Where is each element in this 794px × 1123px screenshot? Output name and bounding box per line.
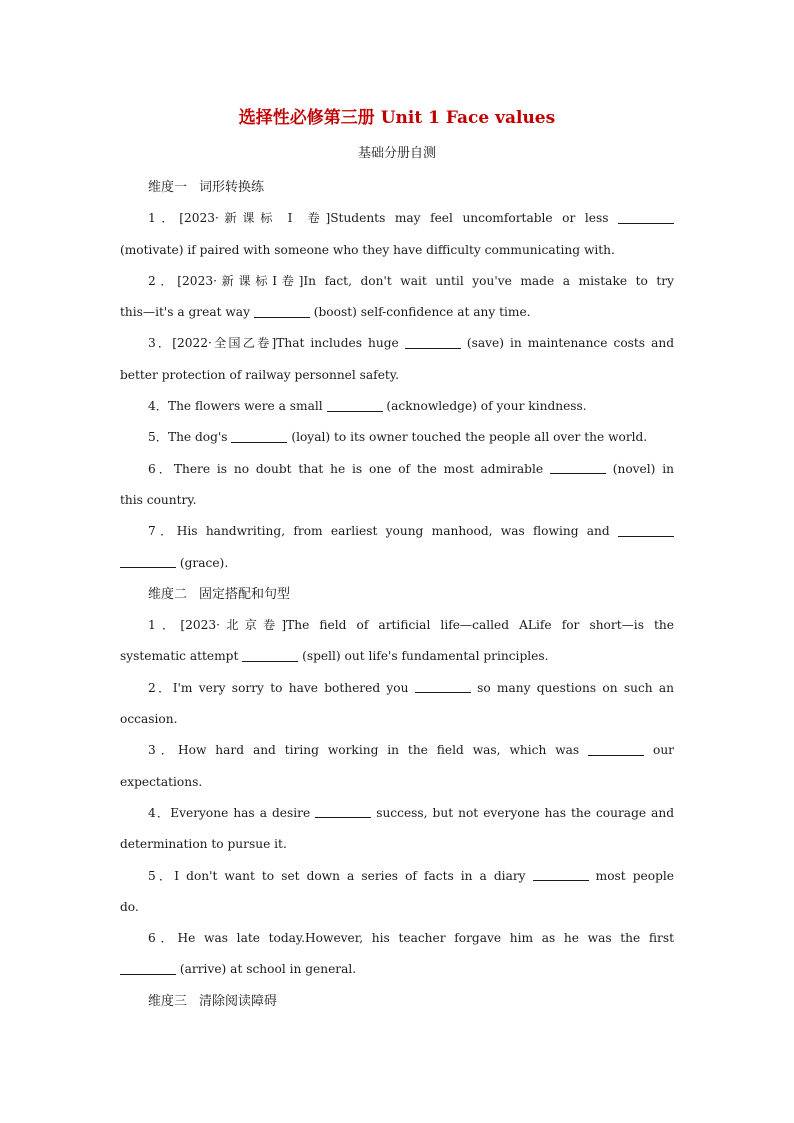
exercise-text: 5．The dog's [148,430,228,445]
exercise-line [120,548,674,579]
exercise-line [120,861,674,892]
answer-blank[interactable] [315,816,371,818]
answer-blank[interactable] [618,222,674,224]
exercise-text: success, but not everyone has the courage and [376,805,674,820]
answer-blank[interactable] [327,410,383,412]
answer-blank[interactable] [120,973,176,975]
exercise-text: 3．[2022·全国乙卷]That includes huge [148,336,399,351]
section-heading-text: 词形转换练 [199,180,265,195]
exercise-line [120,235,674,266]
exercise-text: 6．He was late today.However, his teacher forgave him as he was the first [148,931,674,946]
exercise-text: (acknowledge) of your kindness. [386,399,587,414]
exercise-text: 3．How hard and tiring working in the field was, which was [148,743,580,758]
exercise-text: 4．Everyone has a desire [148,805,311,820]
exercise-text: this—it's a great way [120,305,250,320]
exercise-line [120,203,674,234]
page-title: 选择性必修第三册 Unit 1 Face values [238,108,556,128]
answer-blank[interactable] [405,347,461,349]
section-heading-text: 清除阅读障碍 [199,993,278,1009]
exercise-line [120,266,674,297]
section-heading-text: 固定搭配和句型 [199,586,291,602]
exercise-line [120,735,674,766]
answer-blank[interactable] [588,754,644,756]
answer-blank[interactable] [254,316,310,318]
exercise-content [120,172,674,1017]
exercise-line [120,360,674,391]
exercise-line [120,954,674,985]
exercise-text: 4．The flowers were a small [148,399,323,414]
exercise-text: our [652,743,674,758]
exercise-text: 2．I'm very sorry to have bothered you [148,680,409,695]
exercise-text: (motivate) if paired with someone who they have difficulty communicating with. [120,242,615,257]
exercise-line [120,485,674,516]
exercise-line [120,297,674,328]
exercise-line [120,516,674,547]
exercise-line [120,391,674,422]
page-subtitle: 基础分册自测 [357,146,436,161]
exercise-text: 1．[2023·北京卷]The field of artificial life—called ALife for short—is the [148,618,674,633]
answer-blank[interactable] [242,660,298,662]
answer-blank[interactable] [550,472,606,474]
answer-blank[interactable] [618,535,674,537]
exercise-line [120,328,674,359]
section-heading [120,579,674,610]
exercise-text: (grace). [179,555,229,570]
exercise-line [120,923,674,954]
section-heading [120,986,674,1017]
exercise-line [120,454,674,485]
exercise-text: (loyal) to its owner touched the people all over the world. [291,430,648,445]
exercise-text: (save) in maintenance costs and [466,336,674,351]
section-heading-label: 维度一 [148,180,188,195]
exercise-text: 1．[2023·新课标 Ⅰ 卷]Students may feel uncomfortable or less [148,211,609,226]
exercise-text: 6．There is no doubt that he is one of the most admirable [148,461,544,476]
exercise-text: 7．His handwriting, from earliest young manhood, was flowing and [148,524,610,539]
answer-blank[interactable] [120,566,176,568]
exercise-line [120,610,674,641]
exercise-text: 5．I don't want to set down a series of facts in a diary [148,868,526,883]
exercise-line [120,673,674,704]
exercise-line [120,892,674,923]
section-heading-label: 维度二 [148,586,188,602]
exercise-text: (arrive) at school in general. [179,962,357,977]
answer-blank[interactable] [231,441,287,443]
exercise-text: expectations. [120,774,203,789]
answer-blank[interactable] [533,879,589,881]
exercise-text: occasion. [120,712,178,727]
exercise-line [120,798,674,829]
answer-blank[interactable] [415,691,471,693]
exercise-text: (spell) out life's fundamental principles. [302,649,549,664]
exercise-line [120,704,674,735]
exercise-text: do. [120,899,139,914]
section-heading [120,172,674,203]
exercise-text: (boost) self-confidence at any time. [313,305,531,320]
exercise-line [120,641,674,672]
section-heading-label: 维度三 [148,993,188,1009]
exercise-text: 2．[2023·新课标Ⅰ卷]In fact, don't wait until you've made a mistake to try [148,273,674,288]
exercise-text: (novel) in [612,461,674,476]
exercise-line [120,829,674,860]
exercise-line [120,767,674,798]
exercise-text: most people [595,868,674,883]
exercise-text: so many questions on such an [477,680,674,695]
exercise-text: determination to pursue it. [120,837,287,852]
exercise-text: this country. [120,492,197,507]
exercise-text: better protection of railway personnel safety. [120,367,399,382]
exercise-text: systematic attempt [120,649,239,664]
exercise-line [120,422,674,453]
